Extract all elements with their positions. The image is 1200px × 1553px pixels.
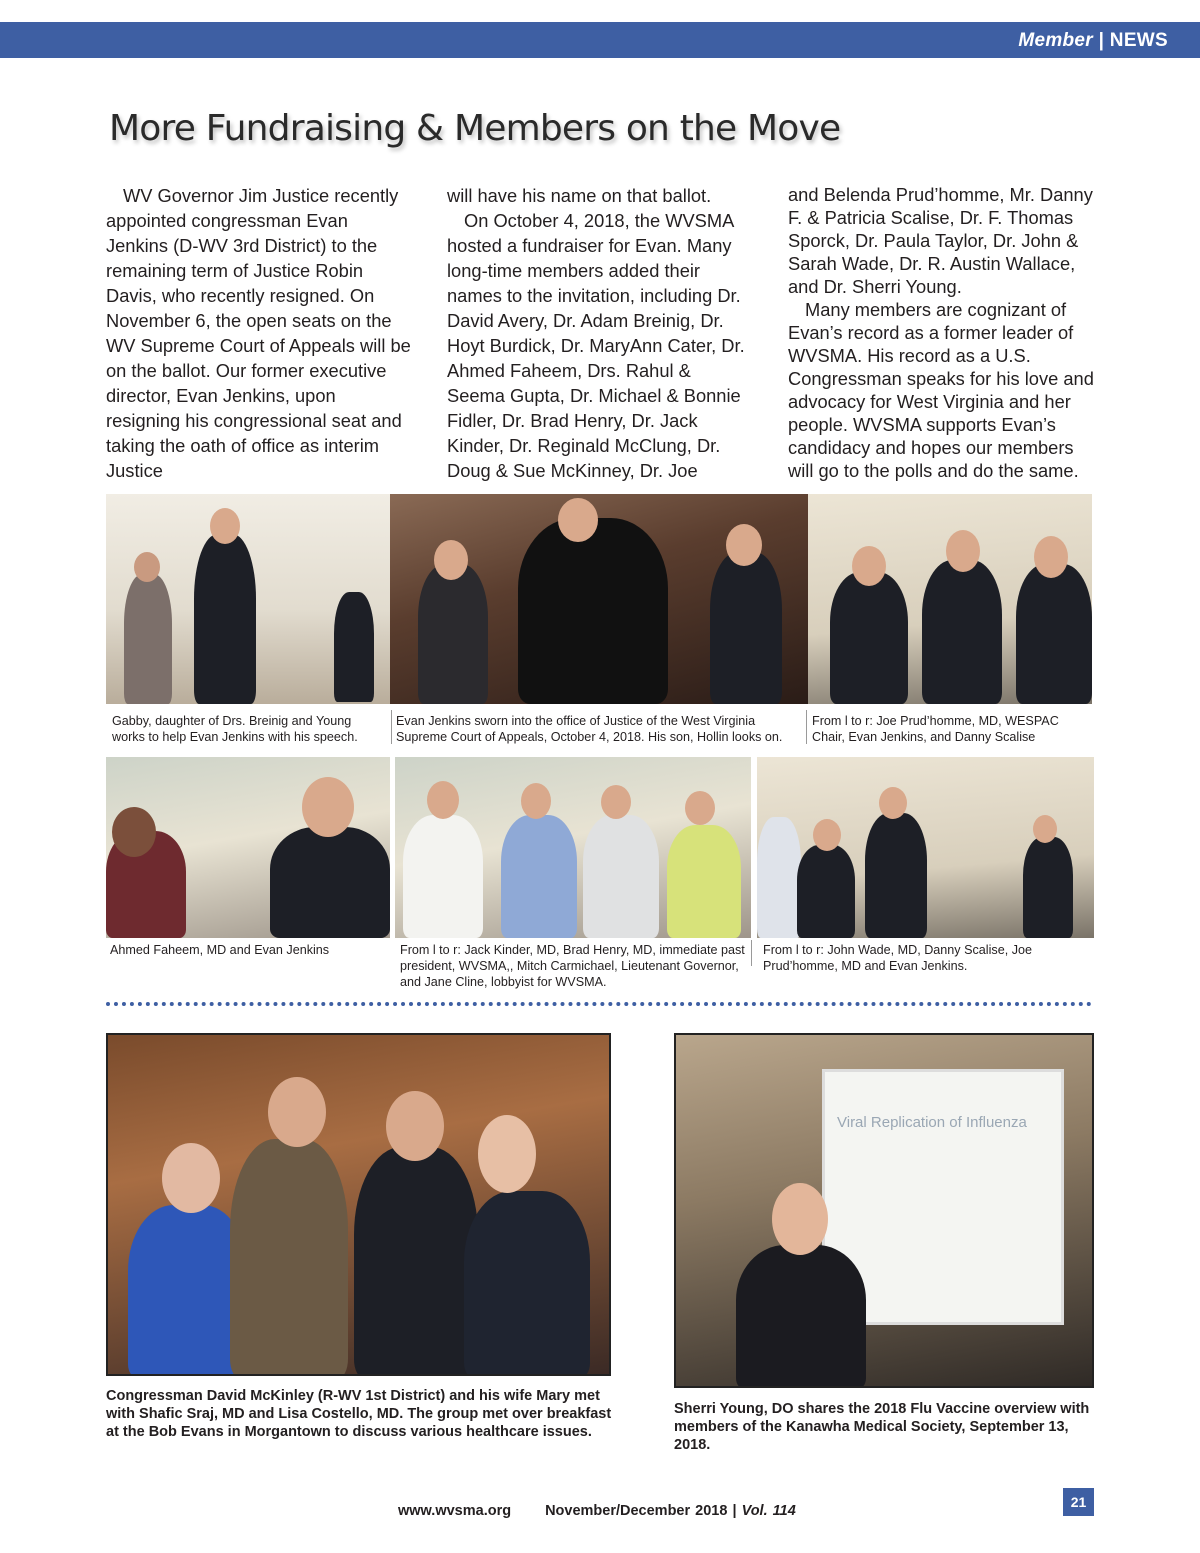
footer-separator: | [732, 1503, 737, 1519]
article-paragraph: will have his name on that ballot. [447, 185, 712, 206]
article-paragraph: and Belenda Prud’homme, Mr. Danny F. & Patricia Scalise, Dr. F. Thomas Sporck, Dr. Paula Taylor, Dr. John & Sarah Wade, Dr. R. Austin Wallace, and Dr. Sherri Young. [788, 184, 1093, 297]
page-number: 21 [1063, 1488, 1094, 1516]
photo-caption: From l to r: Joe Prud’homme, MD, WESPAC Chair, Evan Jenkins, and Danny Scalise [812, 714, 1059, 744]
footer-issue: November/December 2018 [545, 1503, 728, 1519]
section-member: Member [1018, 30, 1093, 51]
slide-title: Viral Replication of Influenza [837, 1114, 1027, 1131]
photo-mckinley-group [106, 1033, 611, 1376]
footer-website[interactable]: www.wvsma.org [398, 1503, 512, 1519]
article-column-1 [106, 183, 411, 483]
photo-swearing-in [390, 494, 808, 704]
photo-three-men [808, 494, 1092, 704]
article-paragraph: WV Governor Jim Justice recently appointed congressman Evan Jenkins (D-WV 3rd District) to the remaining term of Justice Robin Davis, who recently resigned. On November 6, the open seats on the WV Supreme Court of Appeals will be on the ballot. Our former executive director, Evan Jenkins, upon resigning his congressional seat and taking the oath of office as interim Justice [106, 185, 411, 481]
photo-faheem-jenkins [106, 757, 390, 938]
header-bar [0, 22, 1200, 58]
photo-four-people [395, 757, 751, 938]
section-news: NEWS [1109, 30, 1168, 51]
photo-caption: From l to r: Jack Kinder, MD, Brad Henry, MD, immediate past president, WVSMA,, Mitch Carmichael, Lieutenant Governor, and Jane Cline, lobbyist for WVSMA. [400, 943, 745, 989]
photo-caption: Evan Jenkins sworn into the office of Justice of the West Virginia Supreme Court of Appeals, October 4, 2018. His son, Hollin looks on. [396, 714, 783, 744]
section-separator: | [1098, 30, 1105, 51]
photo-sherri-young-presentation [674, 1033, 1094, 1388]
article-column-3 [788, 183, 1098, 482]
article-paragraph: On October 4, 2018, the WVSMA hosted a fundraiser for Evan. Many long-time members added their names to the invitation, including Dr. David Avery, Dr. Adam Breinig, Dr. Hoyt Burdick, Dr. MaryAnn Cater, Dr. Ahmed Faheem, Drs. Rahul & Seema Gupta, Dr. Michael & Bonnie Fidler, Dr. Brad Henry, Dr. Jack Kinder, Dr. Reginald McClung, Dr. Doug & Sue McKinney, Dr. Joe [447, 210, 745, 481]
article-title: More Fundraising & Members on the Move [109, 108, 841, 149]
photo-gabby-speech [106, 494, 390, 704]
dotted-divider [106, 1002, 1092, 1006]
photo-caption: Ahmed Faheem, MD and Evan Jenkins [110, 943, 330, 957]
photo-caption: Sherri Young, DO shares the 2018 Flu Vaccine overview with members of the Kanawha Medical Society, September 13, 2018. [674, 1401, 1090, 1453]
article-column-2 [447, 183, 752, 483]
section-label [1018, 30, 1168, 52]
article-paragraph: Many members are cognizant of Evan’s record as a former leader of WVSMA. His record as a U.S. Congressman speaks for his love and advocacy for West Virginia and her people. WVSMA supports Evan’s candidacy and hopes our members will go to the polls and do the same. [788, 299, 1094, 481]
caption-divider [806, 710, 807, 744]
photo-caption: From l to r: John Wade, MD, Danny Scalise, Joe Prud’homme, MD and Evan Jenkins. [763, 943, 1032, 973]
footer-volume: Vol. 114 [741, 1503, 796, 1519]
footer [398, 1503, 796, 1519]
caption-divider [751, 940, 752, 966]
photo-caption: Congressman David McKinley (R-WV 1st District) and his wife Mary met with Shafic Sraj, MD and Lisa Costello, MD. The group met over breakfast at the Bob Evans in Morgantown to discuss various healthcare issues. [106, 1388, 612, 1440]
photo-caption: Gabby, daughter of Drs. Breinig and Young works to help Evan Jenkins with his speech. [112, 714, 358, 744]
photo-four-men [757, 757, 1094, 938]
caption-divider [391, 710, 392, 744]
